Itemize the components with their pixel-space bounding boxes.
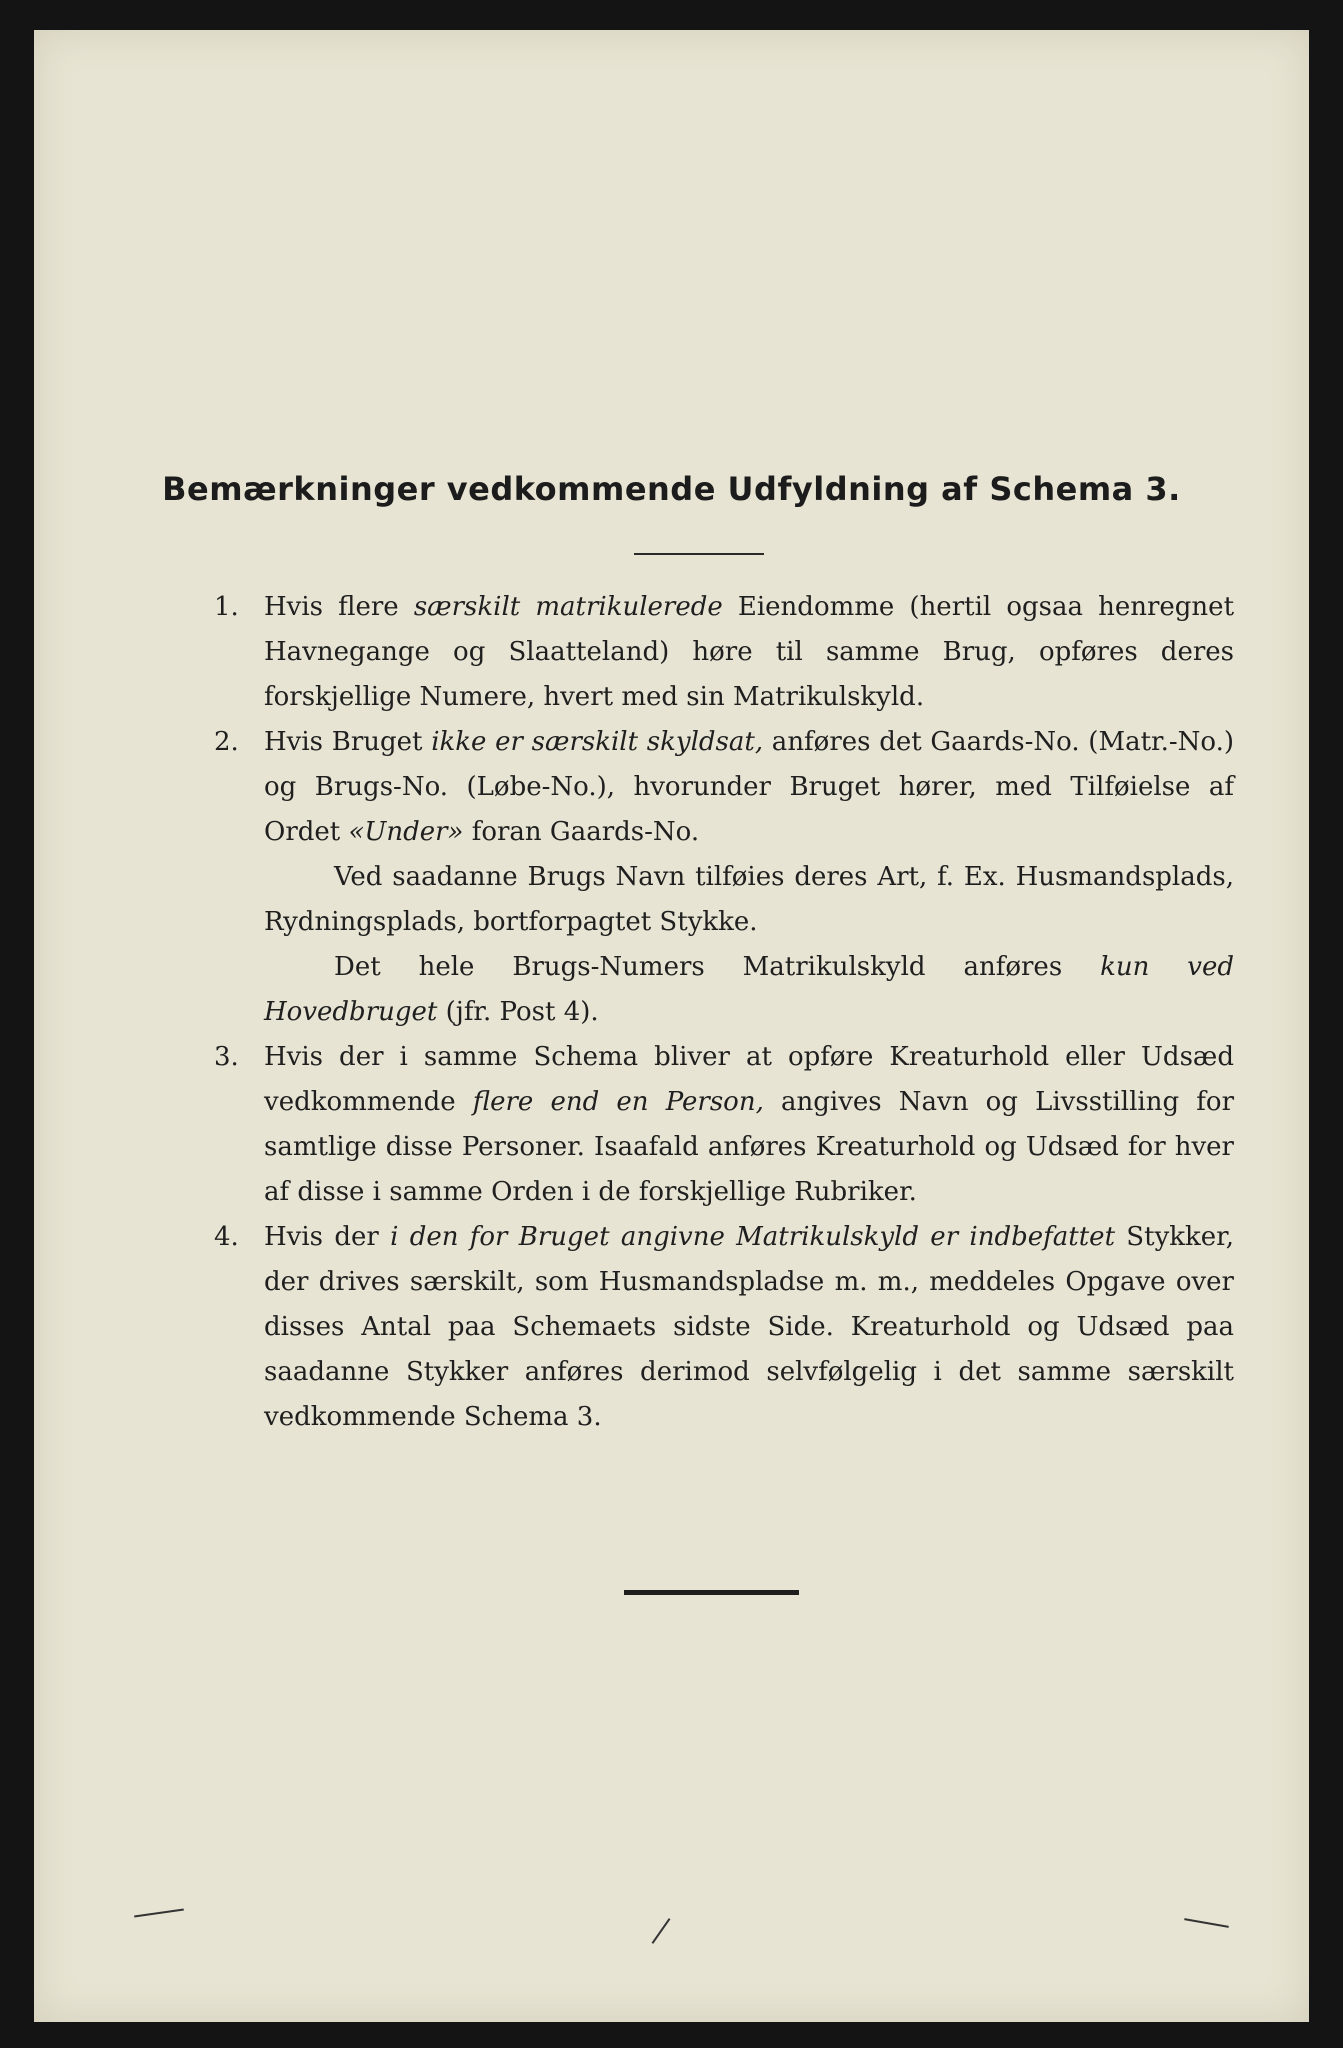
remark-item-3 — [214, 1035, 1234, 1215]
page-heading: Bemærkninger vedkommende Udfyldning af Schema 3. — [162, 470, 1181, 508]
remark-paragraph: Ved saadanne Brugs Navn tilføies deres Art, f. Ex. Husmandsplads, Rydningsplads, bortforpagtet Stykke. — [264, 862, 1234, 937]
remark-text: anføres det Gaards-No. (Matr.-No.) og Brugs-No. (Løbe-No.), hvorunder Bruget hører, med Tilføielse af Ordet — [264, 727, 1234, 847]
remark-text: (jfr. Post 4). — [437, 997, 599, 1027]
remark-item-2 — [214, 720, 1234, 1035]
remark-emphasis: «Under» — [348, 817, 464, 847]
remarks-list — [214, 585, 1234, 1440]
remark-text: foran Gaards-No. — [463, 817, 700, 847]
document-page — [34, 30, 1309, 2022]
remark-number: 2. — [214, 727, 239, 757]
remark-text: Eiendomme (hertil ogsaa henregnet Havnegange og Slaatteland) høre til samme Brug, opføres deres forskjellige Numere, hvert med sin Matrikulskyld. — [264, 592, 1235, 712]
remark-number: 3. — [214, 1042, 239, 1072]
remark-emphasis: flere end en Person, — [472, 1087, 764, 1117]
heading-rule — [634, 553, 764, 555]
remark-item-4 — [214, 1215, 1234, 1440]
remark-emphasis: ikke er særskilt skyldsat, — [431, 727, 764, 757]
pencil-mark — [134, 1909, 184, 1918]
remark-text: Hvis flere — [264, 592, 414, 622]
remark-number: 4. — [214, 1222, 239, 1252]
remark-text: Stykker, der drives særskilt, som Husmandspladse m. m., meddeles Opgave over disses Antal paa Schemaets sidste Side. Kreaturhold og Udsæd paa saadanne Stykker anføres derimod selvfølgelig i det samme særskilt vedkommende Schema 3. — [264, 1222, 1234, 1432]
remark-text: angives Navn og Livsstilling for samtlige disse Personer. Isaafald anføres Kreaturhold og Udsæd for hver af disse i samme Orden i de forskjellige Rubriker. — [264, 1087, 1234, 1207]
remark-item-1 — [214, 585, 1234, 720]
remark-paragraph — [264, 945, 1234, 1035]
remark-text: Det hele Brugs-Numers Matrikulskyld anføres — [334, 952, 1101, 982]
remark-text: Hvis Bruget — [264, 727, 432, 757]
remark-emphasis: kun ved Hovedbruget — [264, 952, 1234, 1027]
closing-rule — [624, 1590, 799, 1595]
remark-text: Hvis der — [264, 1222, 391, 1252]
remark-text: Hvis der i samme Schema bliver at opføre Kreaturhold eller Udsæd vedkommende — [264, 1042, 1234, 1117]
pencil-mark — [1184, 1918, 1229, 1928]
remark-number: 1. — [214, 592, 239, 622]
pencil-mark — [652, 1918, 671, 1944]
remark-emphasis: særskilt matrikulerede — [413, 592, 723, 622]
remark-emphasis: i den for Bruget angivne Matrikulskyld er indbefattet — [390, 1222, 1116, 1252]
